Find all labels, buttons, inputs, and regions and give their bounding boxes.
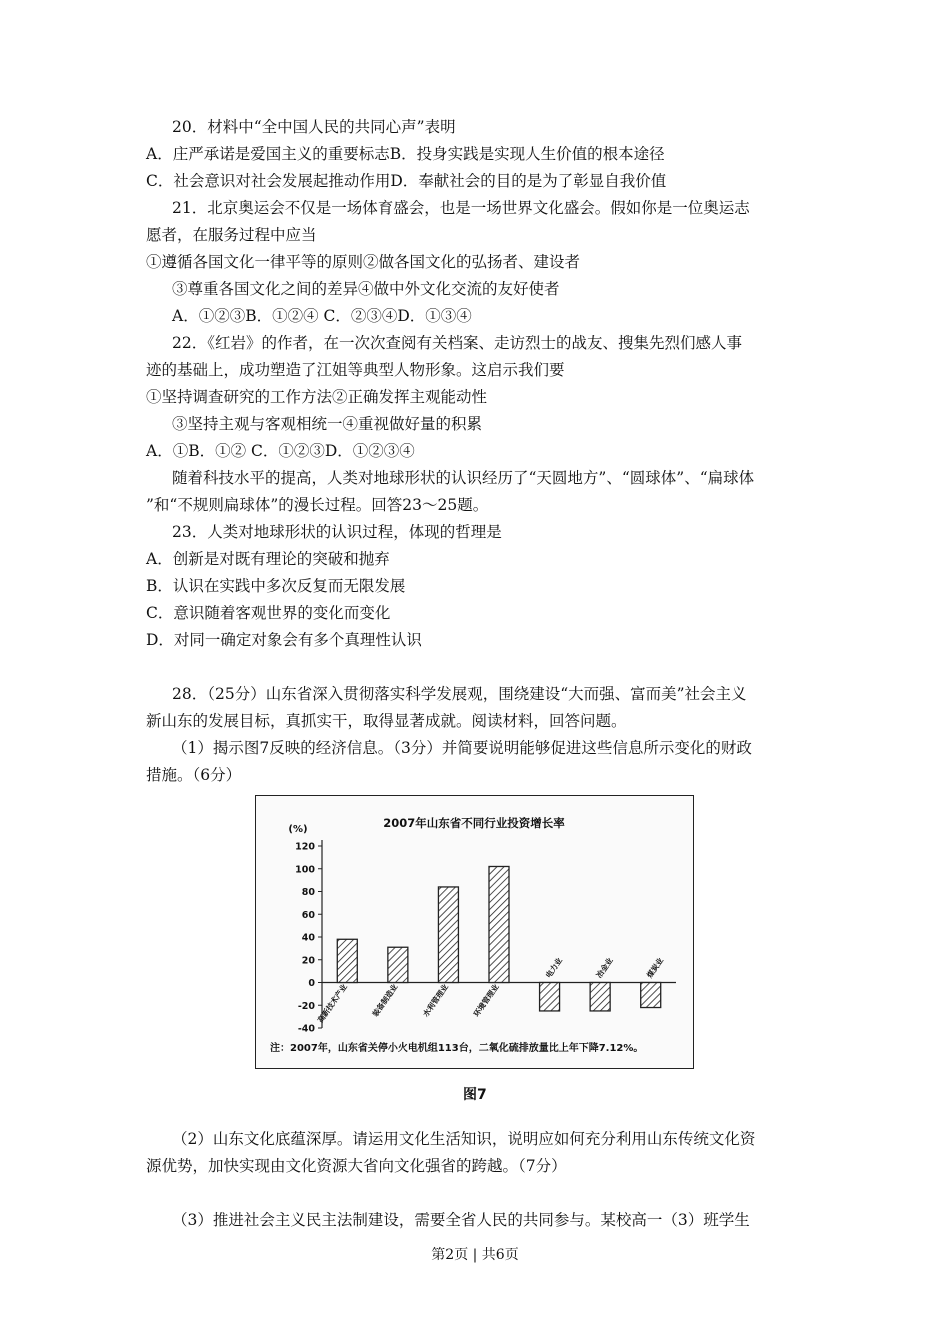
q20-options-cd: C．社会意识对社会发展起推动作用D．奉献社会的目的是为了彰显自我价值	[146, 172, 667, 190]
y-tick-label: 60	[301, 909, 315, 921]
page-footer: 第2页 | 共6页	[431, 1247, 519, 1263]
q28-stem: 28．（25分）山东省深入贯彻落实科学发展观，围绕建设“大而强、富而美”社会主义	[172, 685, 747, 703]
q22-items-34: ③坚持主观与客观相统一④重视做好量的积累	[172, 415, 483, 433]
q23-stem: 23．人类对地球形状的认识过程，体现的哲理是	[172, 523, 502, 541]
q23-option-c: C．意识随着客观世界的变化而变化	[146, 604, 391, 622]
q21-items-34: ③尊重各国文化之间的差异④做中外文化交流的友好使者	[172, 280, 560, 298]
y-tick-label: 100	[295, 864, 315, 876]
q23-option-b: B．认识在实践中多次反复而无限发展	[146, 577, 406, 595]
q22-items-12: ①坚持调查研究的工作方法②正确发挥主观能动性	[146, 388, 488, 406]
y-tick-label: 80	[301, 887, 315, 898]
category-label: 煤炭业	[644, 956, 666, 980]
bar-4	[489, 866, 509, 982]
y-axis-unit: (%)	[288, 824, 308, 835]
figure-caption: 图7	[463, 1087, 487, 1103]
q20-options-ab: A．庄严承诺是爱国主义的重要标志B．投身实践是实现人生价值的根本途径	[146, 145, 665, 163]
q23-option-d: D．对同一确定对象会有多个真理性认识	[146, 631, 422, 649]
q22-stem-cont: 迹的基础上，成功塑造了江姐等典型人物形象。这启示我们要	[146, 361, 565, 379]
q23-option-a: A．创新是对既有理论的突破和抛弃	[146, 550, 390, 568]
category-label: 环境管理业	[471, 982, 501, 1019]
q21-stem: 21．北京奥运会不仅是一场体育盛会，也是一场世界文化盛会。假如你是一位奥运志	[172, 199, 750, 217]
y-tick-label: 120	[295, 841, 315, 853]
y-tick-label: 40	[301, 932, 315, 944]
q28-part1-cont: 措施。（6分）	[146, 766, 242, 784]
q28-part1: （1）揭示图7反映的经济信息。（3分）并简要说明能够促进这些信息所示变化的财政	[172, 739, 752, 757]
bar-1	[337, 939, 357, 982]
bar-7	[641, 983, 661, 1008]
bar-5	[540, 983, 560, 1011]
q21-stem-cont: 愿者，在服务过程中应当	[146, 226, 317, 244]
category-label: 装备制造业	[370, 982, 400, 1019]
category-label: 水利管理业	[421, 982, 451, 1019]
q22-stem: 22．《红岩》的作者，在一次次查阅有关档案、走访烈士的战友、搜集先烈们感人事	[172, 334, 742, 352]
y-tick-label: 0	[308, 978, 315, 989]
q28-part2-cont: 源优势，加快实现由文化资源大省向文化强省的跨越。（7分）	[146, 1157, 567, 1175]
y-tick-label: 20	[301, 955, 315, 967]
bar-2	[388, 947, 408, 982]
bar-chart	[256, 796, 693, 1068]
material-intro: 随着科技水平的提高，人类对地球形状的认识经历了“天圆地方”、“圆球体”、“扁球体	[172, 469, 755, 487]
q21-options: A．①②③B．①②④ C．②③④D．①③④	[172, 307, 472, 325]
category-label: 冶金业	[594, 956, 615, 980]
q22-options: A．①B．①② C．①②③D．①②③④	[146, 442, 415, 460]
q28-stem-cont: 新山东的发展目标，真抓实干，取得显著成就。阅读材料，回答问题。	[146, 712, 627, 730]
material-intro-cont: ”和“不规则扁球体”的漫长过程。回答23～25题。	[146, 496, 489, 514]
bar-6	[590, 983, 610, 1011]
chart-note: 注：2007年，山东省关停小火电机组113台，二氧化硫排放量比上年下降7.12%。	[270, 1043, 644, 1054]
q21-items-12: ①遵循各国文化一律平等的原则②做各国文化的弘扬者、建设者	[146, 253, 581, 271]
q20-stem: 20．材料中“全中国人民的共同心声”表明	[172, 118, 456, 136]
q28-part2: （2）山东文化底蕴深厚。请运用文化生活知识，说明应如何充分利用山东传统文化资	[172, 1130, 756, 1148]
chart-title: 2007年山东省不同行业投资增长率	[383, 816, 565, 830]
category-label: 电力业	[543, 956, 565, 980]
y-tick-label: -20	[297, 1000, 315, 1012]
y-tick-label: -40	[297, 1023, 315, 1035]
figure-7	[255, 795, 694, 1069]
q28-part3: （3）推进社会主义民主法制建设，需要全省人民的共同参与。某校高一（3）班学生	[172, 1211, 750, 1229]
bar-3	[438, 887, 458, 983]
category-label: 高新技术产业	[315, 982, 349, 1025]
